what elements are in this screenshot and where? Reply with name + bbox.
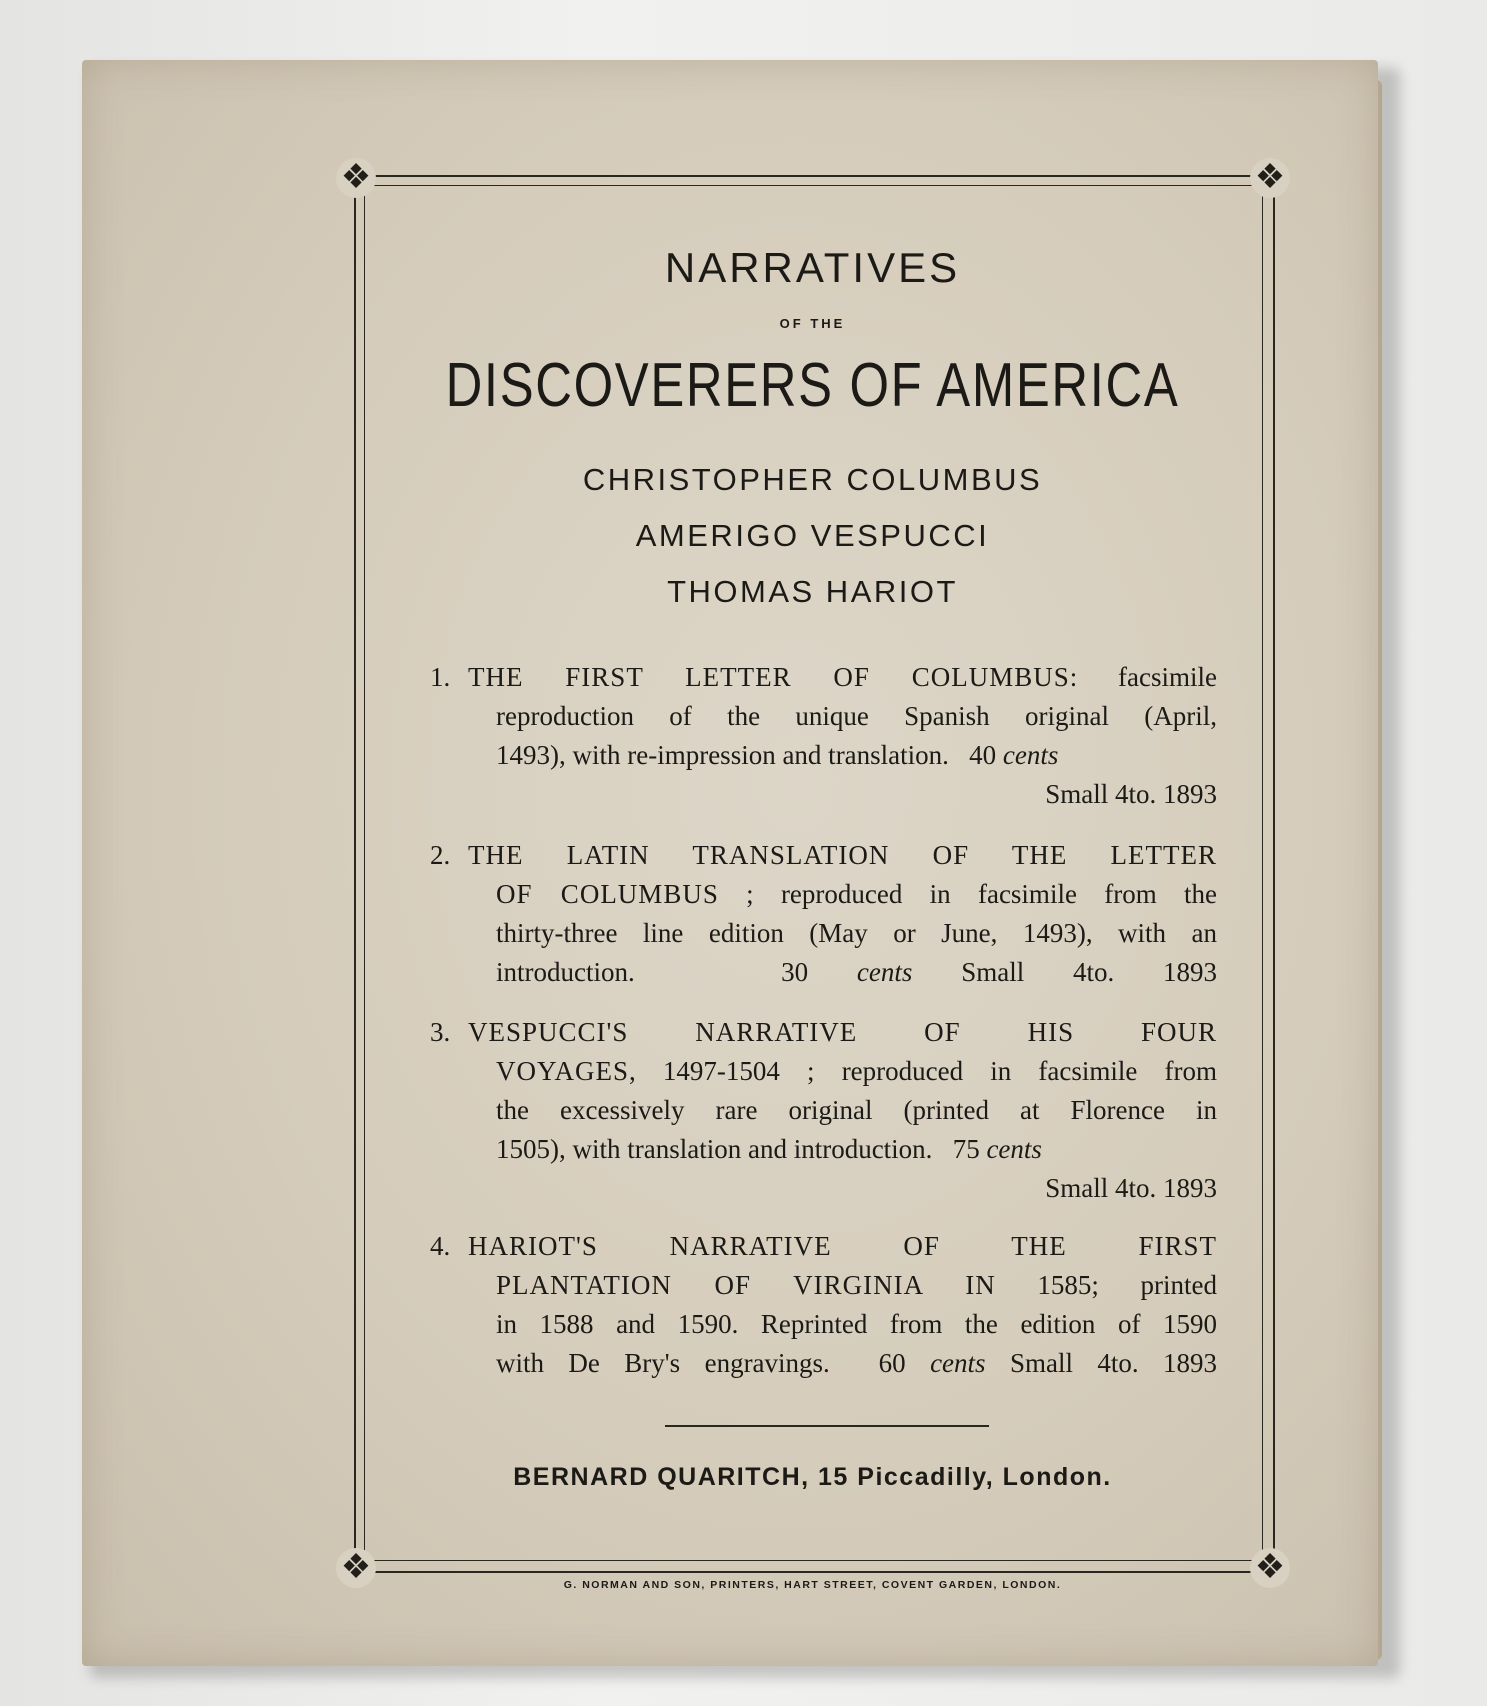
publisher-imprint: BERNARD QUARITCH, 15 Piccadilly, London. — [513, 1463, 1112, 1491]
entry-edition: Small 4to. 1893 — [1045, 1173, 1217, 1203]
heading-of-the: OF THE — [779, 316, 846, 331]
entry-number: 1. — [430, 662, 451, 692]
catalogue-entry-2 — [430, 836, 1217, 992]
entry-number: 3. — [430, 1017, 451, 1047]
entry-line: HARIOT'S NARRATIVE OF THE FIRST — [468, 1231, 1217, 1261]
entry-line: 1505), with translation and introduction. 75 cents — [496, 1134, 1042, 1164]
corner-ornament-icon: ❖ — [1250, 1548, 1290, 1588]
discoverer-name: CHRISTOPHER COLUMBUS — [582, 462, 1043, 497]
entry-edition: Small 4to. 1893 — [1009, 1348, 1218, 1378]
printer-imprint: G. NORMAN AND SON, PRINTERS, HART STREET, COVENT GARDEN, LONDON. — [563, 1579, 1062, 1591]
catalogue-entry-3 — [430, 1013, 1217, 1208]
page-title: DISCOVERERS OF AMERICA — [445, 351, 1180, 420]
corner-ornament-icon: ❖ — [1250, 158, 1290, 198]
entry-number: 2. — [430, 840, 451, 870]
heading-narratives: NARRATIVES — [664, 244, 961, 291]
entry-line: VOYAGES, 1497-1504 ; reproduced in facsimile from — [496, 1056, 1217, 1086]
entry-line: the excessively rare original (printed at Florence in — [496, 1095, 1217, 1125]
divider-rule — [665, 1425, 989, 1427]
entry-line: reproduction of the unique Spanish original (April, — [496, 701, 1217, 731]
catalogue-entry-1 — [430, 658, 1217, 814]
entry-number: 4. — [430, 1231, 451, 1261]
entry-line: with De Bry's engravings. 60 cents Small 4to. 1893 — [496, 1348, 1218, 1378]
catalogue-entry-4 — [430, 1227, 1217, 1383]
spine-lettering — [1360, 520, 1380, 1220]
entry-line: 1493), with re-impression and translation. 40 cents — [496, 740, 1059, 770]
entry-line: THE FIRST LETTER OF COLUMBUS: facsimile — [468, 662, 1217, 692]
entry-line: thirty-three line edition (May or June, 1493), with an — [496, 918, 1217, 948]
corner-ornament-icon: ❖ — [336, 1548, 376, 1588]
entry-line: PLANTATION OF VIRGINIA IN 1585; printed — [496, 1270, 1218, 1300]
entry-edition: Small 4to. 1893 — [961, 957, 1218, 987]
entry-line: VESPUCCI'S NARRATIVE OF HIS FOUR — [468, 1017, 1217, 1047]
entry-line: in 1588 and 1590. Reprinted from the edition of 1590 — [496, 1309, 1217, 1339]
entry-edition: Small 4to. 1893 — [1045, 779, 1217, 809]
entry-line: OF COLUMBUS ; reproduced in facsimile from the — [496, 879, 1217, 909]
entry-line: introduction. 30 cents Small 4to. 1893 — [496, 957, 1218, 987]
discoverer-name: THOMAS HARIOT — [667, 574, 958, 609]
corner-ornament-icon: ❖ — [336, 158, 376, 198]
discoverer-name: AMERIGO VESPUCCI — [635, 518, 990, 553]
entry-line: THE LATIN TRANSLATION OF THE LETTER — [468, 840, 1217, 870]
